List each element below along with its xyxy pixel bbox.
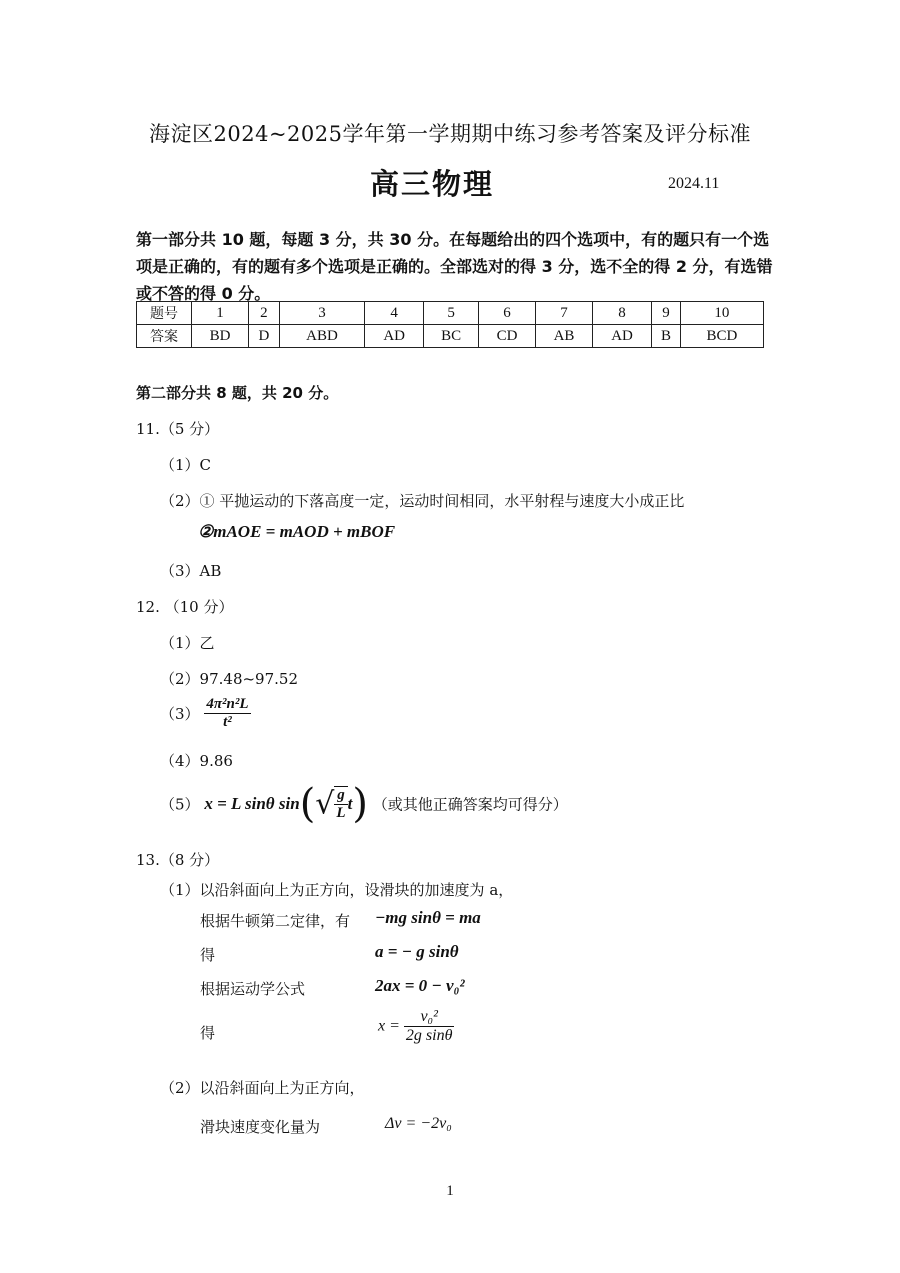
q13-step-label: 得 — [200, 946, 216, 964]
q13-step-formula: Δv = −2v₀ — [385, 1115, 452, 1132]
left-paren: ( — [299, 781, 316, 827]
fraction-denominator: t² — [223, 714, 232, 730]
answer-cell: BCD — [680, 325, 763, 348]
time-variable: t — [347, 794, 353, 813]
sqrt-fraction — [334, 786, 347, 822]
right-paren: ) — [352, 781, 368, 827]
fraction-denominator: 2g sinθ — [405, 1027, 453, 1044]
q13-step-label: 根据牛顿第二定律，有 — [200, 912, 351, 930]
q12-header: 12. （10 分） — [136, 598, 234, 616]
q11-answer-3: （3）AB — [160, 562, 222, 580]
answer-cell: B — [652, 325, 681, 348]
document-title: 海淀区2024~2025学年第一学期期中练习参考答案及评分标准 — [149, 122, 751, 146]
q11-answer-1: （1）C — [160, 456, 212, 474]
q13-step-formula: a = − g sinθ — [375, 942, 459, 961]
answer-cell: AD — [592, 325, 651, 348]
q12-answer-4: （4）9.86 — [160, 752, 233, 770]
formula-fraction — [404, 1008, 455, 1045]
question-number: 8 — [592, 302, 651, 325]
question-number: 6 — [479, 302, 536, 325]
question-number: 5 — [424, 302, 479, 325]
q13-step-formula — [378, 1008, 454, 1045]
answer-cell: BC — [424, 325, 479, 348]
q13-step-formula: 2ax = 0 − v₀² — [375, 976, 465, 995]
question-number: 3 — [279, 302, 364, 325]
q13-part1-intro: （1）以沿斜面向上为正方向，设滑块的加速度为 a， — [160, 881, 514, 899]
answer-cell: ABD — [279, 325, 364, 348]
q12-answer-3 — [160, 696, 251, 731]
q13-step-label: 得 — [200, 1024, 216, 1042]
part2-instructions: 第二部分共 8 题，共 20 分。 — [136, 384, 339, 402]
fraction-numerator: v₀² — [404, 1008, 455, 1027]
fraction-numerator: g — [334, 787, 347, 805]
q11-answer-2: （2）① 平抛运动的下落高度一定，运动时间相同，水平射程与速度大小成正比 — [160, 492, 685, 510]
q12-answer-3-label: （3） — [160, 705, 200, 723]
answer-cell: AD — [365, 325, 424, 348]
table-row-numbers — [137, 302, 764, 325]
answer-table — [136, 301, 764, 348]
question-number: 1 — [192, 302, 249, 325]
subject-heading: 高三物理 — [370, 167, 495, 201]
row-header: 答案 — [137, 325, 192, 348]
formula-lhs: x = — [378, 1017, 400, 1035]
question-number: 7 — [536, 302, 593, 325]
q13-step-label: 滑块速度变化量为 — [200, 1118, 321, 1136]
table-row-answers — [137, 325, 764, 348]
answer-cell: AB — [536, 325, 593, 348]
q12-answer-2: （2）97.48~97.52 — [160, 670, 298, 688]
answer-cell: BD — [192, 325, 249, 348]
q13-header: 13.（8 分） — [136, 851, 220, 869]
q11-header: 11.（5 分） — [136, 420, 220, 438]
question-number: 2 — [248, 302, 279, 325]
q12-answer-1: （1）乙 — [160, 634, 215, 652]
q12-answer-5-formula: x = L sinθ sin — [204, 794, 300, 813]
page-number: 1 — [446, 1183, 454, 1199]
q13-step-label: 根据运动学公式 — [200, 980, 306, 998]
q13-step-formula: −mg sinθ = ma — [375, 908, 481, 927]
question-number: 4 — [365, 302, 424, 325]
q12-answer-5 — [160, 781, 568, 827]
answer-cell: CD — [479, 325, 536, 348]
part1-instructions: 第一部分共 10 题，每题 3 分，共 30 分。在每题给出的四个选项中，有的题只有一个选项是正确的，有的题有多个选项是正确的。全部选对的得 3 分，选不全的得 2 分，有选错或不答的得 0 分。 — [136, 230, 773, 303]
sqrt-sign: √ — [315, 786, 335, 822]
fraction-numerator: 4π²n²L — [206, 696, 249, 712]
q12-answer-5-label: （5） — [160, 795, 200, 814]
q11-answer-2-formula: ②mAOE = mAOD + mBOF — [198, 522, 396, 541]
row-header: 题号 — [137, 302, 192, 325]
answer-cell: D — [248, 325, 279, 348]
q12-answer-3-fraction — [204, 696, 250, 731]
question-number: 9 — [652, 302, 681, 325]
document-date: 2024.11 — [668, 175, 720, 192]
q12-answer-5-note: （或其他正确答案均可得分） — [372, 795, 568, 814]
q13-part2-intro: （2）以沿斜面向上为正方向， — [160, 1079, 365, 1097]
fraction-denominator: L — [336, 805, 346, 821]
question-number: 10 — [680, 302, 763, 325]
